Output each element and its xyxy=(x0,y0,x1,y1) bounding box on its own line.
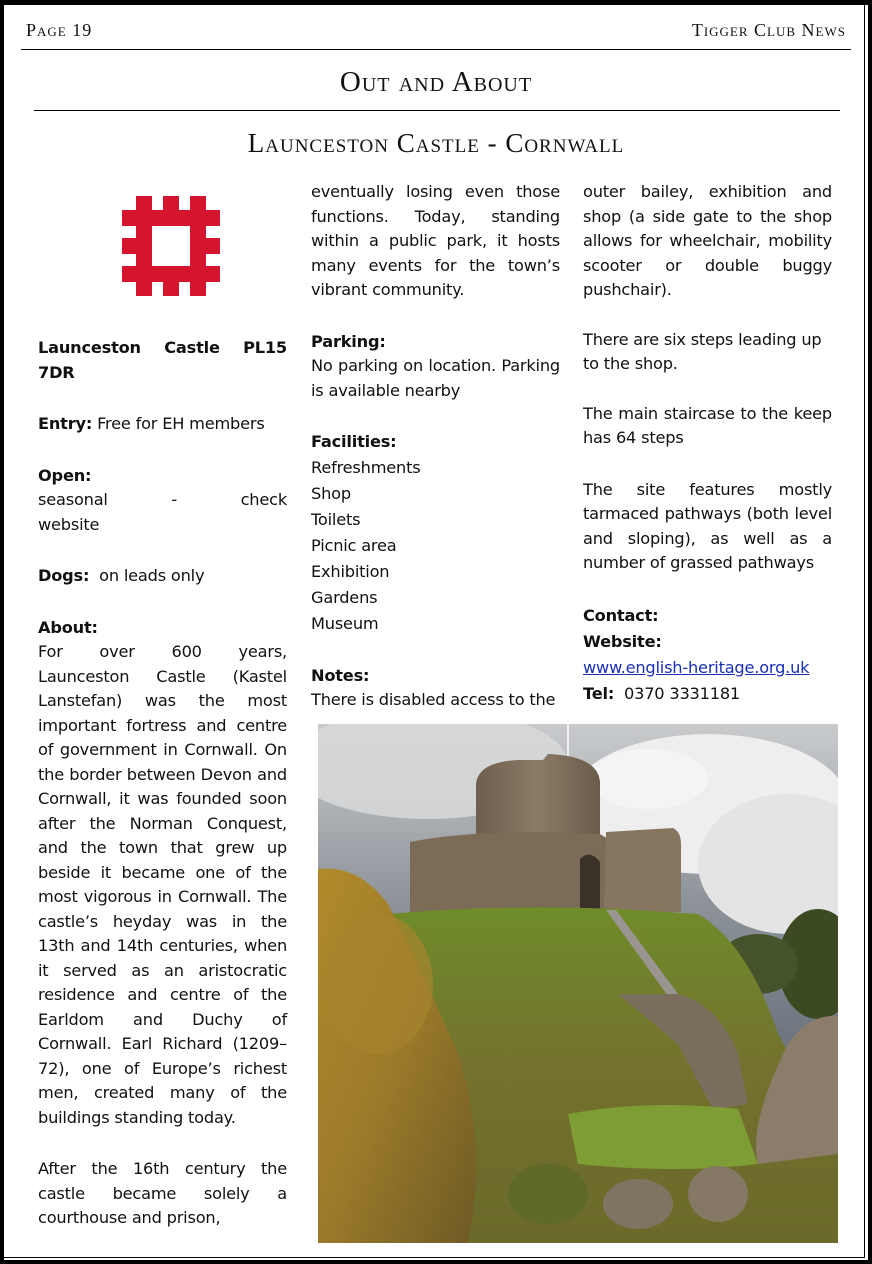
page-border-bottom-inner xyxy=(4,1257,865,1258)
section-title: Out and About xyxy=(339,66,533,98)
facility-item: Museum xyxy=(311,613,379,633)
publication-name: Tigger Club News xyxy=(691,20,846,40)
telephone: Tel: 0370 3331181 xyxy=(583,683,741,703)
about-paragraph-2: After the 16th century the castle became solely a courthouse and prison, xyxy=(38,1159,287,1227)
english-heritage-logo-icon xyxy=(122,196,220,296)
dogs-info: Dogs: on leads only xyxy=(38,566,205,585)
castle-photo xyxy=(318,724,838,1243)
column-middle xyxy=(311,180,560,713)
facilities-label: Facilities: xyxy=(311,432,397,451)
notes-label: Notes: xyxy=(311,665,370,685)
website-label: Website: xyxy=(583,631,662,651)
page-border-bottom xyxy=(0,1260,872,1264)
page-border-right-inner xyxy=(864,5,865,1258)
notes-paragraph-1-continued: outer bailey, exhibition and shop (a side gate to the shop allows for wheelchair, mobility scooter or double buggy pushchair). xyxy=(583,182,832,299)
facilities-list xyxy=(311,455,560,637)
about-paragraph-2-continued: eventually losing even those functions. Today, standing within a public park, it hosts many events for the town’s vibrant community. xyxy=(311,182,560,299)
facility-item: Refreshments xyxy=(311,457,421,477)
contact-label: Contact: xyxy=(583,605,659,625)
column-left xyxy=(38,336,287,1231)
page-border-top xyxy=(0,0,872,5)
facility-item: Picnic area xyxy=(311,535,397,555)
open-label: Open: xyxy=(38,465,92,485)
website-link[interactable]: www.english-heritage.org.uk xyxy=(583,657,810,677)
open-value: seasonal - check website xyxy=(38,490,287,534)
entry-info: Entry: Free for EH members xyxy=(38,414,265,433)
facility-item: Shop xyxy=(311,483,351,503)
running-header xyxy=(26,20,846,46)
about-label: About: xyxy=(38,617,98,637)
parking-value: No parking on location. Parking is available nearby xyxy=(311,356,560,400)
facility-item: Toilets xyxy=(311,509,361,529)
header-rule xyxy=(21,49,851,50)
column-right xyxy=(583,180,832,707)
page-border-left xyxy=(0,0,4,1264)
notes-paragraph-2: There are six steps leading up to the shop. xyxy=(583,329,822,373)
facility-item: Gardens xyxy=(311,587,378,607)
article-title: Launceston Castle - Cornwall xyxy=(247,128,625,158)
site-name: Launceston Castle PL15 7DR xyxy=(38,338,287,382)
about-paragraph-1: For over 600 years, Launceston Castle (Kastel Lanstefan) was the most important fortress and centre of government in Cornwall. On the border between Devon and Cornwall, it was founded soon after the Norman Conquest, and the town that grew up beside it became one of the most vigorous in Cornwall. The castle’s heyday was in the 13th and 14th centuries, when it served as an aristocratic residence and centre of the Earldom and Duchy of Cornwall. Earl Richard (1209–72), one of Europe’s richest men, created many of the buildings standing today. xyxy=(38,642,287,1127)
notes-paragraph-4: The site features mostly tarmaced pathways (both level and sloping), as well as a number of grassed pathways xyxy=(583,479,832,572)
notes-paragraph-3: The main staircase to the keep has 64 steps xyxy=(583,403,832,447)
facility-item: Exhibition xyxy=(311,561,390,581)
notes-paragraph-1: There is disabled access to the xyxy=(311,690,556,709)
page-number: Page 19 xyxy=(26,20,93,40)
website-link-row xyxy=(583,655,832,681)
section-rule xyxy=(34,110,840,111)
page-border-right xyxy=(868,0,872,1264)
parking-label: Parking: xyxy=(311,331,386,351)
